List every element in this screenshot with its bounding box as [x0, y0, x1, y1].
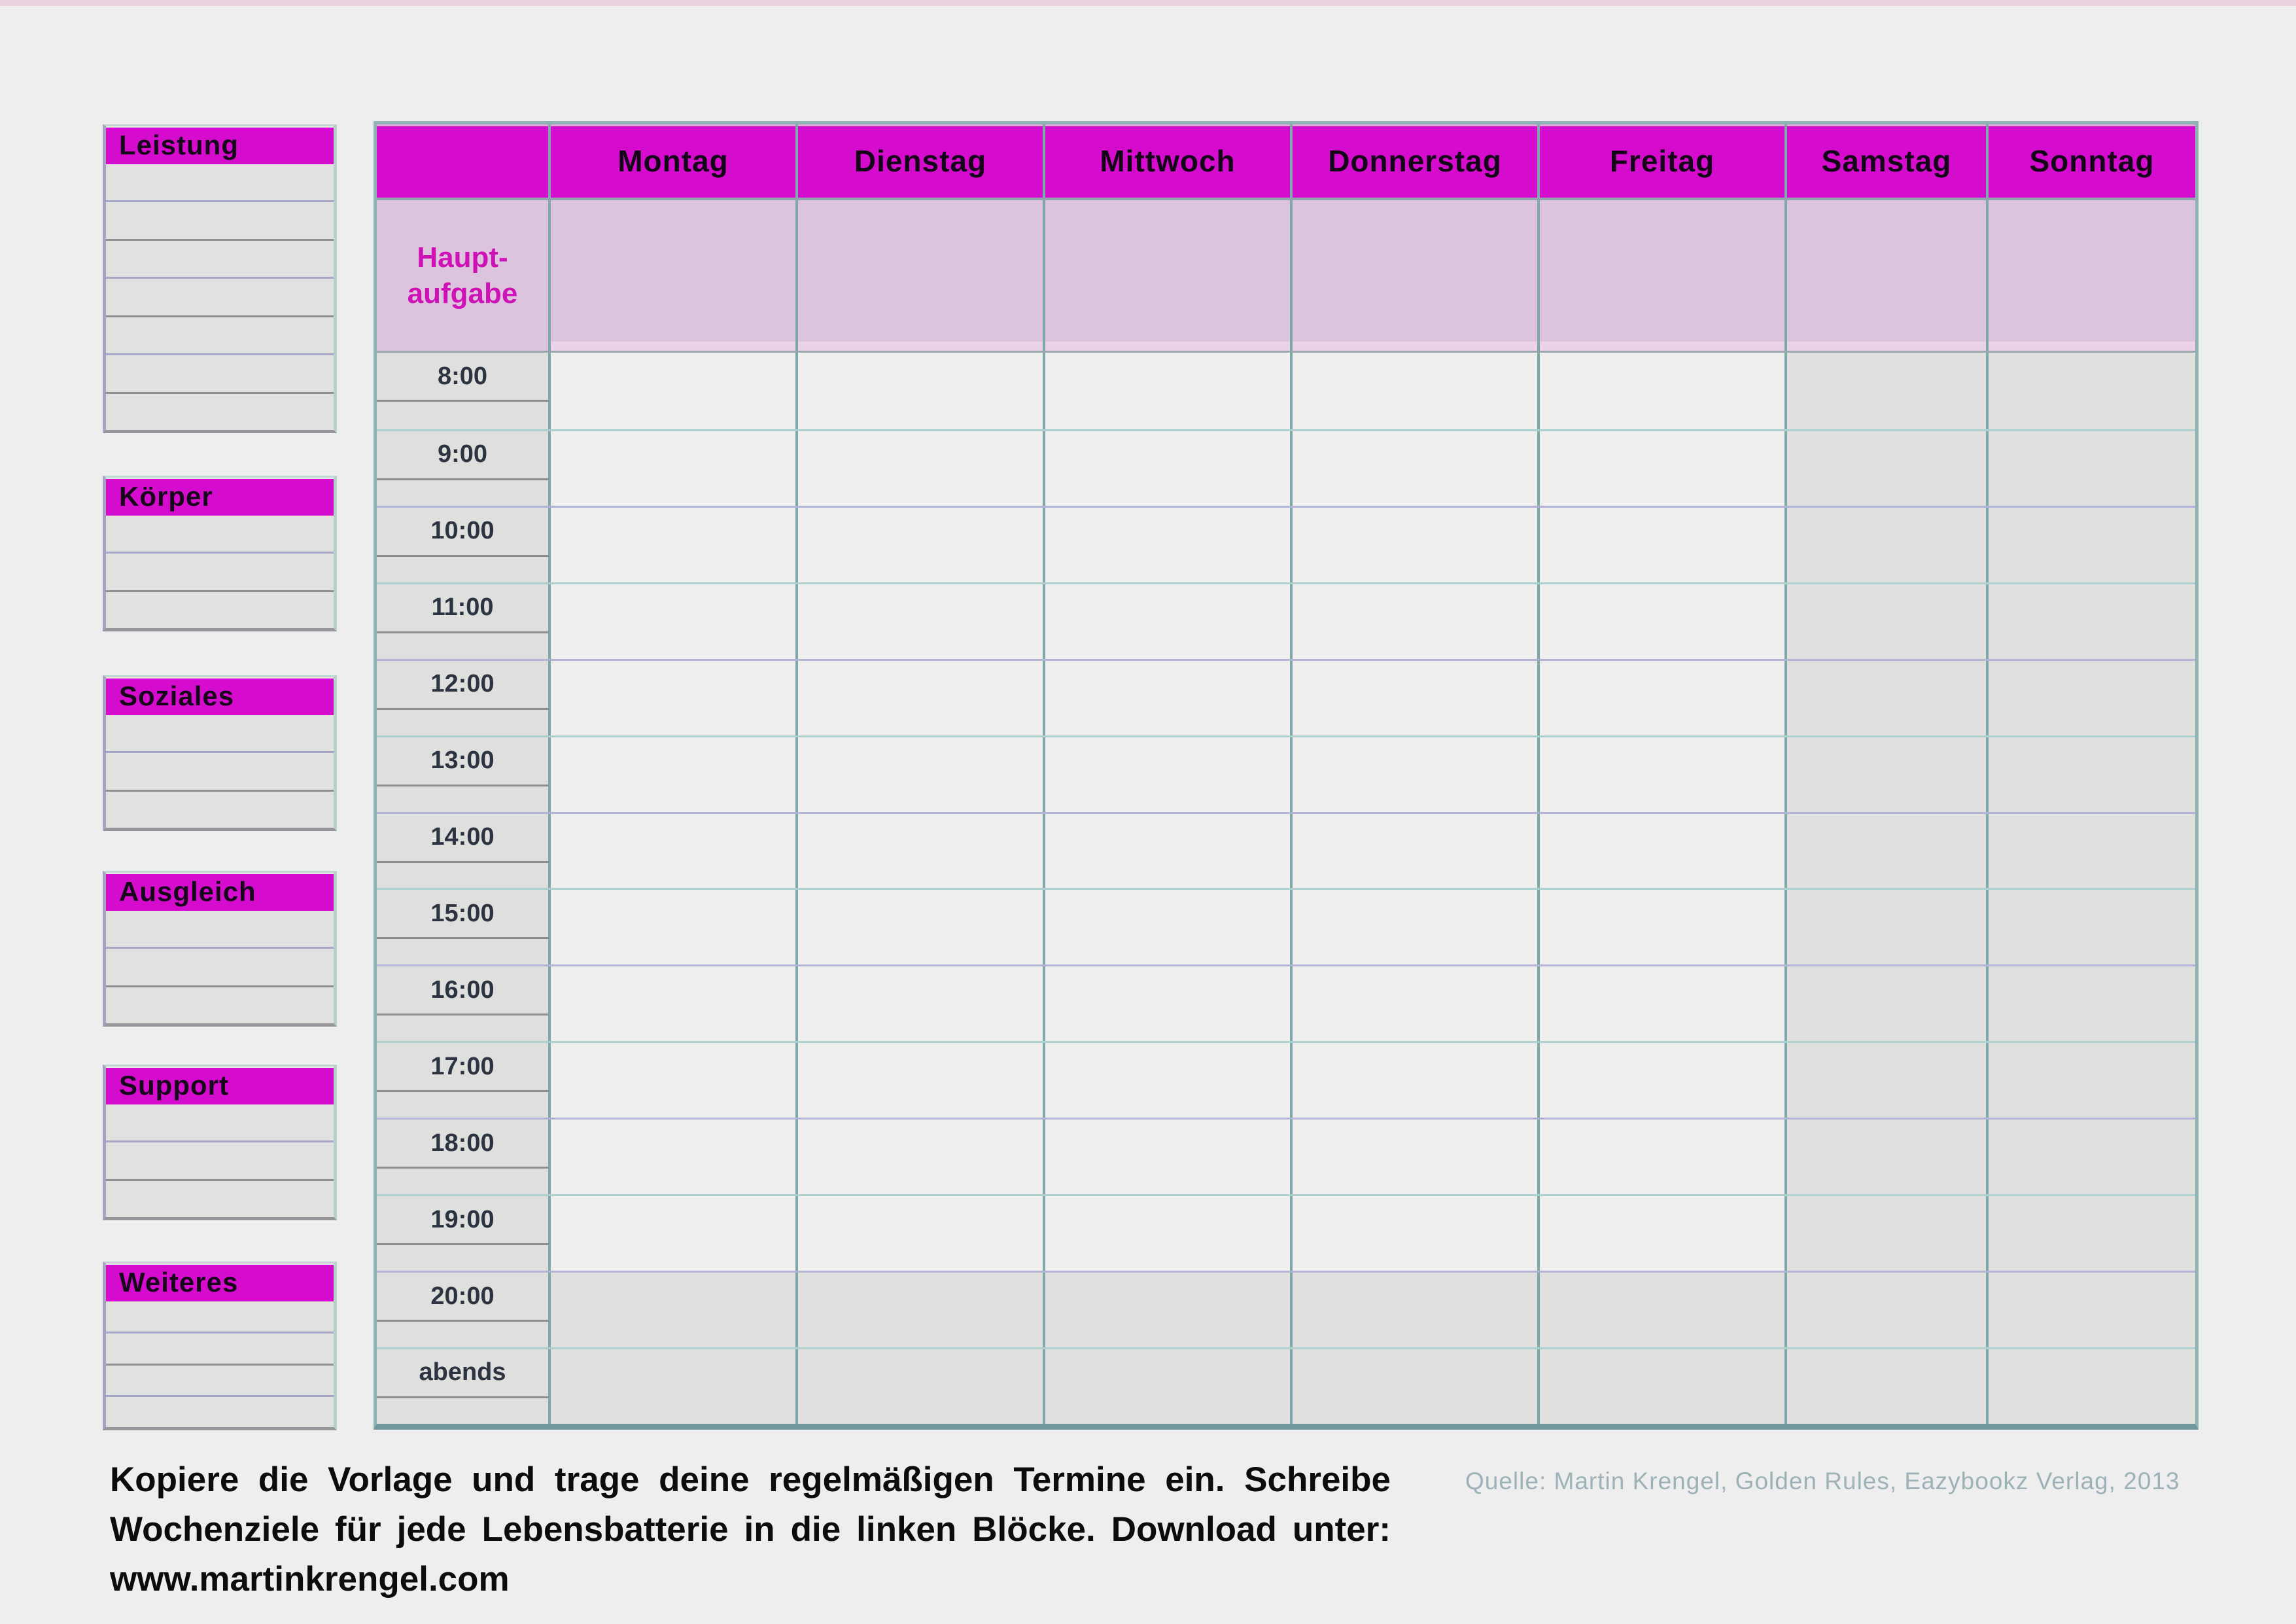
schedule-cell-freitag-1600[interactable] — [1537, 966, 1784, 1041]
sidebar-goal-row[interactable] — [106, 516, 334, 552]
schedule-cell-samstag-1800[interactable] — [1784, 1120, 1986, 1194]
sidebar-goal-row[interactable] — [106, 315, 334, 353]
schedule-cell-mittwoch-800[interactable] — [1043, 353, 1290, 429]
main-task-cell-samstag[interactable] — [1784, 200, 1986, 351]
sidebar-goal-row[interactable] — [106, 1364, 334, 1396]
sidebar-goal-row[interactable] — [106, 277, 334, 315]
sidebar-box-support — [103, 1065, 337, 1220]
schedule-cell-montag-1500[interactable] — [548, 890, 795, 964]
schedule-cell-samstag-1100[interactable] — [1784, 584, 1986, 659]
schedule-cell-dienstag-1200[interactable] — [795, 661, 1043, 735]
sidebar-goal-row[interactable] — [106, 353, 334, 391]
schedule-cell-donnerstag-1900[interactable] — [1290, 1196, 1537, 1271]
sidebar-box-weiteres — [103, 1262, 337, 1430]
schedule-cell-sonntag-1200[interactable] — [1986, 661, 2195, 735]
hour-row-800 — [377, 353, 2195, 429]
main-task-cell-freitag[interactable] — [1537, 200, 1784, 351]
day-header-dienstag: Dienstag — [795, 124, 1043, 198]
hour-row-900 — [377, 429, 2195, 506]
schedule-cell-mittwoch-1100[interactable] — [1043, 584, 1290, 659]
main-task-label-line1: Haupt- — [417, 241, 508, 274]
schedule-cell-sonntag-1800[interactable] — [1986, 1120, 2195, 1194]
sidebar-goal-row[interactable] — [106, 1332, 334, 1364]
schedule-cell-montag-1900[interactable] — [548, 1196, 795, 1271]
weekly-schedule-grid — [374, 121, 2199, 1430]
time-blank-1900 — [377, 1245, 548, 1271]
day-header-montag: Montag — [548, 124, 795, 198]
hour-row-2000 — [377, 1271, 2195, 1347]
hour-row-1300 — [377, 735, 2195, 812]
source-credit: Quelle: Martin Krengel, Golden Rules, Eazybookz Verlag, 2013 — [1465, 1468, 2180, 1494]
sidebar-goal-row[interactable] — [106, 1140, 334, 1178]
hour-row-abends — [377, 1347, 2195, 1424]
time-blank-1400 — [377, 863, 548, 889]
schedule-cell-freitag-abends[interactable] — [1537, 1349, 1784, 1424]
schedule-cell-sonntag-1900[interactable] — [1986, 1196, 2195, 1271]
time-cell-1600 — [377, 966, 548, 1041]
main-task-cell-montag[interactable] — [548, 200, 795, 351]
schedule-cell-dienstag-1800[interactable] — [795, 1120, 1043, 1194]
time-cell-1900 — [377, 1196, 548, 1271]
schedule-cell-samstag-1600[interactable] — [1784, 966, 1986, 1041]
time-label-1800: 18:00 — [377, 1120, 548, 1169]
day-header-samstag: Samstag — [1784, 124, 1986, 198]
sidebar-goal-row[interactable] — [106, 552, 334, 590]
hour-row-1000 — [377, 506, 2195, 582]
schedule-cell-samstag-1700[interactable] — [1784, 1043, 1986, 1118]
sidebar-goal-row[interactable] — [106, 1104, 334, 1140]
schedule-cell-sonntag-900[interactable] — [1986, 431, 2195, 506]
sidebar-goal-row[interactable] — [106, 590, 334, 628]
schedule-cell-mittwoch-1800[interactable] — [1043, 1120, 1290, 1194]
main-task-label-line2: aufgabe — [407, 277, 518, 309]
schedule-cell-montag-900[interactable] — [548, 431, 795, 506]
time-cell-800 — [377, 353, 548, 429]
hour-row-1100 — [377, 582, 2195, 659]
time-label-1200: 12:00 — [377, 661, 548, 710]
sidebar-box-soziales — [103, 675, 337, 831]
sidebar-goal-row[interactable] — [106, 911, 334, 947]
decorative-top-strip — [0, 0, 2296, 6]
main-task-row — [377, 198, 2195, 353]
sidebar-box-header-support: Support — [106, 1067, 334, 1104]
schedule-cell-dienstag-1500[interactable] — [795, 890, 1043, 964]
schedule-cell-mittwoch-2000[interactable] — [1043, 1273, 1290, 1347]
schedule-cell-dienstag-1300[interactable] — [795, 737, 1043, 812]
schedule-cell-freitag-800[interactable] — [1537, 353, 1784, 429]
schedule-cell-dienstag-abends[interactable] — [795, 1349, 1043, 1424]
time-cell-1300 — [377, 737, 548, 812]
schedule-cell-samstag-1500[interactable] — [1784, 890, 1986, 964]
hour-row-1600 — [377, 964, 2195, 1041]
time-cell-900 — [377, 431, 548, 506]
hour-row-1500 — [377, 888, 2195, 964]
schedule-cell-montag-1000[interactable] — [548, 508, 795, 582]
main-task-cell-donnerstag[interactable] — [1290, 200, 1537, 351]
hour-row-1900 — [377, 1194, 2195, 1271]
time-label-900: 9:00 — [377, 431, 548, 480]
sidebar-box-leistung — [103, 124, 337, 433]
schedule-cell-mittwoch-900[interactable] — [1043, 431, 1290, 506]
schedule-cell-montag-1300[interactable] — [548, 737, 795, 812]
schedule-cell-dienstag-1600[interactable] — [795, 966, 1043, 1041]
time-label-1400: 14:00 — [377, 814, 548, 863]
time-blank-1700 — [377, 1092, 548, 1118]
time-label-1600: 16:00 — [377, 966, 548, 1015]
time-blank-1200 — [377, 710, 548, 735]
time-blank-1100 — [377, 633, 548, 659]
schedule-cell-samstag-1000[interactable] — [1784, 508, 1986, 582]
time-label-1000: 10:00 — [377, 508, 548, 557]
schedule-cell-donnerstag-abends[interactable] — [1290, 1349, 1537, 1424]
time-blank-1800 — [377, 1169, 548, 1194]
schedule-cell-freitag-900[interactable] — [1537, 431, 1784, 506]
day-header-row — [377, 124, 2195, 198]
sidebar-goal-row[interactable] — [106, 164, 334, 200]
sidebar-goal-row[interactable] — [106, 1395, 334, 1427]
schedule-cell-sonntag-800[interactable] — [1986, 353, 2195, 429]
time-label-2000: 20:00 — [377, 1273, 548, 1322]
schedule-cell-donnerstag-900[interactable] — [1290, 431, 1537, 506]
sidebar-box-header-krper: Körper — [106, 478, 334, 516]
schedule-cell-dienstag-900[interactable] — [795, 431, 1043, 506]
schedule-cell-samstag-1900[interactable] — [1784, 1196, 1986, 1271]
schedule-cell-samstag-2000[interactable] — [1784, 1273, 1986, 1347]
hour-row-1800 — [377, 1118, 2195, 1194]
schedule-cell-donnerstag-1500[interactable] — [1290, 890, 1537, 964]
schedule-cell-samstag-800[interactable] — [1784, 353, 1986, 429]
schedule-cell-freitag-1400[interactable] — [1537, 814, 1784, 889]
time-cell-1500 — [377, 890, 548, 964]
schedule-cell-samstag-1200[interactable] — [1784, 661, 1986, 735]
sidebar-goal-row[interactable] — [106, 985, 334, 1023]
schedule-cell-mittwoch-1200[interactable] — [1043, 661, 1290, 735]
instructions-caption — [110, 1455, 1391, 1604]
schedule-cell-mittwoch-abends[interactable] — [1043, 1349, 1290, 1424]
schedule-cell-donnerstag-1300[interactable] — [1290, 737, 1537, 812]
time-blank-1000 — [377, 557, 548, 582]
time-cell-1400 — [377, 814, 548, 889]
sidebar-goal-row[interactable] — [106, 751, 334, 789]
schedule-cell-freitag-1500[interactable] — [1537, 890, 1784, 964]
schedule-cell-mittwoch-1400[interactable] — [1043, 814, 1290, 889]
schedule-cell-freitag-1300[interactable] — [1537, 737, 1784, 812]
schedule-cell-montag-2000[interactable] — [548, 1273, 795, 1347]
schedule-cell-donnerstag-1700[interactable] — [1290, 1043, 1537, 1118]
schedule-cell-freitag-1900[interactable] — [1537, 1196, 1784, 1271]
schedule-cell-dienstag-1000[interactable] — [795, 508, 1043, 582]
time-label-abends: abends — [377, 1349, 548, 1398]
caption-line-1: Kopiere die Vorlage und trage deine regelmäßigen Termine ein. Schreibe — [110, 1460, 1391, 1499]
schedule-cell-sonntag-1300[interactable] — [1986, 737, 2195, 812]
time-label-1900: 19:00 — [377, 1196, 548, 1245]
main-task-cell-dienstag[interactable] — [795, 200, 1043, 351]
time-label-1100: 11:00 — [377, 584, 548, 633]
time-blank-2000 — [377, 1322, 548, 1347]
sidebar-goal-row[interactable] — [106, 239, 334, 277]
schedule-cell-freitag-1200[interactable] — [1537, 661, 1784, 735]
time-blank-abends — [377, 1398, 548, 1424]
day-header-donnerstag: Donnerstag — [1290, 124, 1537, 198]
schedule-cell-sonntag-1400[interactable] — [1986, 814, 2195, 889]
time-label-1300: 13:00 — [377, 737, 548, 786]
time-blank-800 — [377, 402, 548, 429]
schedule-cell-donnerstag-1800[interactable] — [1290, 1120, 1537, 1194]
schedule-cell-donnerstag-1400[interactable] — [1290, 814, 1537, 889]
schedule-cell-donnerstag-800[interactable] — [1290, 353, 1537, 429]
schedule-cell-donnerstag-2000[interactable] — [1290, 1273, 1537, 1347]
main-task-cell-mittwoch[interactable] — [1043, 200, 1290, 351]
sidebar-box-ausgleich — [103, 871, 337, 1027]
schedule-cell-montag-abends[interactable] — [548, 1349, 795, 1424]
schedule-cell-sonntag-1600[interactable] — [1986, 966, 2195, 1041]
schedule-cell-freitag-1700[interactable] — [1537, 1043, 1784, 1118]
schedule-cell-montag-1400[interactable] — [548, 814, 795, 889]
sidebar-goal-row[interactable] — [106, 392, 334, 430]
schedule-cell-samstag-900[interactable] — [1784, 431, 1986, 506]
schedule-cell-mittwoch-1500[interactable] — [1043, 890, 1290, 964]
time-cell-1100 — [377, 584, 548, 659]
schedule-cell-mittwoch-1300[interactable] — [1043, 737, 1290, 812]
schedule-cell-mittwoch-1700[interactable] — [1043, 1043, 1290, 1118]
sidebar-goal-row[interactable] — [106, 200, 334, 238]
sidebar-goal-row[interactable] — [106, 715, 334, 751]
schedule-cell-mittwoch-1600[interactable] — [1043, 966, 1290, 1041]
schedule-cell-freitag-1100[interactable] — [1537, 584, 1784, 659]
schedule-cell-mittwoch-1900[interactable] — [1043, 1196, 1290, 1271]
time-label-1700: 17:00 — [377, 1043, 548, 1092]
sidebar-box-header-ausgleich: Ausgleich — [106, 873, 334, 911]
time-label-1500: 15:00 — [377, 890, 548, 939]
schedule-cell-dienstag-800[interactable] — [795, 353, 1043, 429]
sidebar-box-header-soziales: Soziales — [106, 677, 334, 715]
schedule-cell-mittwoch-1000[interactable] — [1043, 508, 1290, 582]
sidebar-box-header-weiteres: Weiteres — [106, 1263, 334, 1301]
schedule-cell-sonntag-1100[interactable] — [1986, 584, 2195, 659]
schedule-cell-montag-1800[interactable] — [548, 1120, 795, 1194]
schedule-cell-dienstag-1900[interactable] — [795, 1196, 1043, 1271]
schedule-cell-dienstag-2000[interactable] — [795, 1273, 1043, 1347]
grid-corner-cell — [377, 124, 548, 198]
time-label-800: 8:00 — [377, 353, 548, 402]
caption-line-2: Wochenziele für jede Lebensbatterie in die linken Blöcke. Download unter: — [110, 1510, 1391, 1549]
main-task-cell-sonntag[interactable] — [1986, 200, 2195, 351]
schedule-cell-sonntag-1000[interactable] — [1986, 508, 2195, 582]
schedule-cell-donnerstag-1600[interactable] — [1290, 966, 1537, 1041]
day-header-mittwoch: Mittwoch — [1043, 124, 1290, 198]
time-cell-1800 — [377, 1120, 548, 1194]
schedule-cell-freitag-1000[interactable] — [1537, 508, 1784, 582]
schedule-cell-dienstag-1400[interactable] — [795, 814, 1043, 889]
sidebar-box-krper — [103, 476, 337, 631]
sidebar-goal-row[interactable] — [106, 947, 334, 985]
hour-row-1400 — [377, 812, 2195, 889]
day-header-sonntag: Sonntag — [1986, 124, 2195, 198]
schedule-cell-freitag-1800[interactable] — [1537, 1120, 1784, 1194]
schedule-cell-donnerstag-1000[interactable] — [1290, 508, 1537, 582]
time-blank-1600 — [377, 1015, 548, 1041]
time-cell-1200 — [377, 661, 548, 735]
schedule-cell-samstag-1300[interactable] — [1784, 737, 1986, 812]
hour-row-1200 — [377, 659, 2195, 735]
schedule-cell-dienstag-1100[interactable] — [795, 584, 1043, 659]
schedule-cell-samstag-1400[interactable] — [1784, 814, 1986, 889]
sidebar-box-header-leistung: Leistung — [106, 126, 334, 164]
sidebar-goal-row[interactable] — [106, 1179, 334, 1217]
time-blank-900 — [377, 480, 548, 506]
caption-line-website: www.martinkrengel.com — [110, 1560, 510, 1598]
schedule-cell-montag-1600[interactable] — [548, 966, 795, 1041]
sidebar-goal-row[interactable] — [106, 1301, 334, 1332]
sidebar-goal-row[interactable] — [106, 790, 334, 828]
schedule-cell-samstag-abends[interactable] — [1784, 1349, 1986, 1424]
time-cell-abends — [377, 1349, 548, 1424]
schedule-cell-donnerstag-1200[interactable] — [1290, 661, 1537, 735]
schedule-cell-sonntag-1700[interactable] — [1986, 1043, 2195, 1118]
schedule-cell-freitag-2000[interactable] — [1537, 1273, 1784, 1347]
time-cell-2000 — [377, 1273, 548, 1347]
schedule-cell-dienstag-1700[interactable] — [795, 1043, 1043, 1118]
day-header-freitag: Freitag — [1537, 124, 1784, 198]
time-blank-1300 — [377, 786, 548, 812]
schedule-cell-sonntag-abends[interactable] — [1986, 1349, 2195, 1424]
main-task-label — [377, 200, 548, 351]
schedule-cell-donnerstag-1100[interactable] — [1290, 584, 1537, 659]
schedule-cell-sonntag-1500[interactable] — [1986, 890, 2195, 964]
time-blank-1500 — [377, 939, 548, 964]
schedule-cell-montag-1200[interactable] — [548, 661, 795, 735]
hour-row-1700 — [377, 1041, 2195, 1118]
time-cell-1700 — [377, 1043, 548, 1118]
schedule-cell-montag-1700[interactable] — [548, 1043, 795, 1118]
time-cell-1000 — [377, 508, 548, 582]
schedule-cell-sonntag-2000[interactable] — [1986, 1273, 2195, 1347]
schedule-cell-montag-800[interactable] — [548, 353, 795, 429]
schedule-cell-montag-1100[interactable] — [548, 584, 795, 659]
